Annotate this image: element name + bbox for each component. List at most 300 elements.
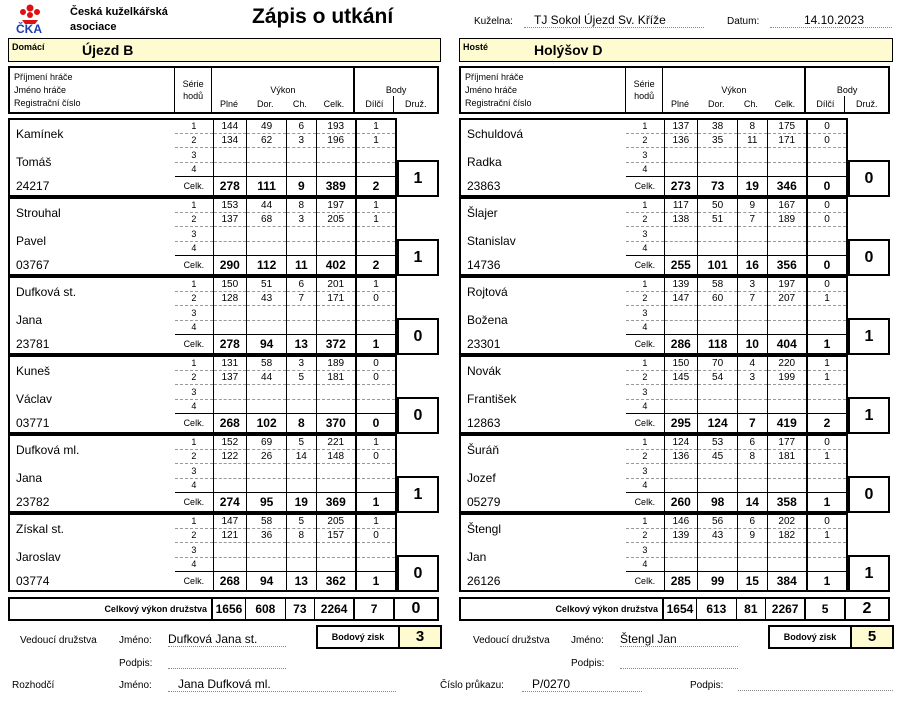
celk-label: Celk. bbox=[626, 492, 664, 512]
series-dilci[interactable]: 1 bbox=[356, 435, 396, 449]
series-value[interactable] bbox=[247, 226, 287, 241]
series-value[interactable]: 9 bbox=[738, 198, 767, 212]
series-dilci[interactable]: 1 bbox=[356, 514, 396, 528]
series-value[interactable]: 205 bbox=[316, 514, 356, 528]
series-value[interactable] bbox=[213, 162, 247, 176]
series-value[interactable]: 128 bbox=[213, 291, 247, 305]
series-value[interactable]: 7 bbox=[738, 212, 767, 226]
series-value[interactable] bbox=[213, 478, 247, 492]
series-value[interactable] bbox=[698, 320, 738, 334]
series-value[interactable]: 50 bbox=[698, 198, 738, 212]
series-dilci[interactable]: 0 bbox=[356, 291, 396, 305]
series-value[interactable] bbox=[698, 557, 738, 571]
series-value[interactable] bbox=[738, 399, 767, 413]
series-value[interactable]: 197 bbox=[767, 277, 807, 291]
series-value[interactable] bbox=[738, 147, 767, 162]
series-value[interactable]: 5 bbox=[287, 514, 316, 528]
series-value[interactable] bbox=[287, 241, 316, 255]
total-value: 389 bbox=[316, 176, 356, 196]
series-value[interactable]: 6 bbox=[738, 435, 767, 449]
guest-leader-name-label: Jméno: bbox=[571, 635, 604, 646]
series-number: 1 bbox=[626, 198, 664, 212]
series-dilci[interactable] bbox=[356, 320, 396, 334]
series-number: 2 bbox=[626, 291, 664, 305]
series-row bbox=[460, 226, 847, 241]
date-field[interactable]: 14.10.2023 bbox=[770, 13, 892, 28]
series-dilci[interactable] bbox=[807, 478, 847, 492]
series-value[interactable] bbox=[213, 147, 247, 162]
series-value[interactable] bbox=[213, 557, 247, 571]
player-total-row bbox=[460, 571, 847, 591]
guest-points-gain-label: Bodový zisk bbox=[768, 625, 852, 649]
series-dilci[interactable] bbox=[356, 241, 396, 255]
series-value[interactable] bbox=[738, 305, 767, 320]
player-surname: Schuldová bbox=[460, 119, 626, 147]
series-value[interactable]: 196 bbox=[316, 133, 356, 147]
series-value[interactable]: 14 bbox=[287, 449, 316, 463]
player-team-point: 0 bbox=[848, 160, 890, 197]
series-value[interactable] bbox=[698, 384, 738, 399]
series-value[interactable] bbox=[287, 542, 316, 557]
series-dilci[interactable] bbox=[356, 305, 396, 320]
series-value[interactable] bbox=[213, 320, 247, 334]
series-value[interactable]: 49 bbox=[247, 119, 287, 133]
series-dilci[interactable]: 1 bbox=[807, 528, 847, 542]
series-row bbox=[9, 542, 396, 557]
series-value[interactable] bbox=[287, 478, 316, 492]
series-value[interactable]: 51 bbox=[247, 277, 287, 291]
series-value[interactable] bbox=[767, 162, 807, 176]
series-value[interactable] bbox=[287, 226, 316, 241]
series-value[interactable] bbox=[664, 226, 698, 241]
series-value[interactable] bbox=[698, 147, 738, 162]
series-dilci[interactable] bbox=[807, 226, 847, 241]
total-dilci: 0 bbox=[807, 255, 847, 275]
series-value[interactable] bbox=[664, 241, 698, 255]
series-value[interactable]: 201 bbox=[316, 277, 356, 291]
series-value[interactable]: 181 bbox=[316, 370, 356, 384]
series-value[interactable]: 182 bbox=[767, 528, 807, 542]
series-value[interactable] bbox=[287, 384, 316, 399]
series-value[interactable]: 8 bbox=[287, 528, 316, 542]
series-value[interactable]: 221 bbox=[316, 435, 356, 449]
series-value[interactable]: 3 bbox=[287, 356, 316, 370]
series-value[interactable]: 137 bbox=[664, 119, 698, 133]
series-dilci[interactable] bbox=[356, 399, 396, 413]
series-value[interactable] bbox=[316, 557, 356, 571]
series-value[interactable]: 148 bbox=[316, 449, 356, 463]
series-dilci[interactable]: 1 bbox=[356, 133, 396, 147]
series-value[interactable]: 36 bbox=[247, 528, 287, 542]
series-value[interactable]: 68 bbox=[247, 212, 287, 226]
series-dilci[interactable] bbox=[356, 147, 396, 162]
total-value: 98 bbox=[698, 492, 738, 512]
series-value[interactable]: 193 bbox=[316, 119, 356, 133]
series-value[interactable] bbox=[247, 478, 287, 492]
series-value[interactable] bbox=[698, 399, 738, 413]
series-value[interactable]: 56 bbox=[698, 514, 738, 528]
series-value[interactable] bbox=[767, 557, 807, 571]
player-surname: Šuráň bbox=[460, 435, 626, 463]
series-value[interactable] bbox=[247, 399, 287, 413]
series-value[interactable]: 51 bbox=[698, 212, 738, 226]
series-value[interactable] bbox=[287, 399, 316, 413]
series-value[interactable] bbox=[738, 384, 767, 399]
series-value[interactable]: 11 bbox=[738, 133, 767, 147]
total-dilci: 2 bbox=[807, 413, 847, 433]
series-value[interactable] bbox=[316, 542, 356, 557]
series-value[interactable] bbox=[767, 147, 807, 162]
series-value[interactable]: 45 bbox=[698, 449, 738, 463]
series-value[interactable]: 207 bbox=[767, 291, 807, 305]
series-value[interactable]: 8 bbox=[287, 198, 316, 212]
series-value[interactable] bbox=[247, 463, 287, 478]
total-value: 278 bbox=[213, 176, 247, 196]
series-dilci[interactable] bbox=[807, 542, 847, 557]
series-value[interactable] bbox=[738, 463, 767, 478]
series-value[interactable] bbox=[767, 305, 807, 320]
series-dilci[interactable]: 0 bbox=[356, 449, 396, 463]
series-value[interactable] bbox=[738, 478, 767, 492]
series-value[interactable]: 4 bbox=[738, 356, 767, 370]
series-value[interactable]: 7 bbox=[287, 291, 316, 305]
player-total-row bbox=[9, 255, 396, 275]
series-value[interactable] bbox=[664, 384, 698, 399]
series-dilci[interactable]: 1 bbox=[356, 119, 396, 133]
series-value[interactable] bbox=[316, 162, 356, 176]
series-value[interactable] bbox=[664, 399, 698, 413]
series-value[interactable]: 54 bbox=[698, 370, 738, 384]
series-dilci[interactable]: 0 bbox=[807, 514, 847, 528]
series-value[interactable] bbox=[664, 463, 698, 478]
series-value[interactable]: 58 bbox=[247, 514, 287, 528]
series-value[interactable] bbox=[287, 463, 316, 478]
series-value[interactable]: 69 bbox=[247, 435, 287, 449]
series-value[interactable]: 3 bbox=[738, 277, 767, 291]
card-number[interactable]: P/0270 bbox=[522, 677, 642, 692]
home-signature-field[interactable] bbox=[168, 656, 286, 669]
series-value[interactable] bbox=[698, 241, 738, 255]
series-value[interactable]: 139 bbox=[664, 277, 698, 291]
total-value: 268 bbox=[213, 413, 247, 433]
series-number: 2 bbox=[175, 528, 213, 542]
series-value[interactable]: 70 bbox=[698, 356, 738, 370]
series-value[interactable] bbox=[767, 542, 807, 557]
series-value[interactable] bbox=[767, 320, 807, 334]
team-total-label: Celkový výkon družstva bbox=[9, 598, 212, 620]
player-reg: 23301 bbox=[460, 334, 626, 354]
series-value[interactable]: 124 bbox=[664, 435, 698, 449]
series-value[interactable]: 131 bbox=[213, 356, 247, 370]
series-value[interactable] bbox=[738, 557, 767, 571]
series-value[interactable]: 181 bbox=[767, 449, 807, 463]
series-value[interactable] bbox=[664, 320, 698, 334]
referee-signature-field[interactable] bbox=[738, 677, 893, 691]
series-value[interactable]: 8 bbox=[738, 449, 767, 463]
total-dilci: 2 bbox=[356, 255, 396, 275]
series-value[interactable]: 44 bbox=[247, 370, 287, 384]
association-name: Česká kuželkářská asociace bbox=[70, 6, 168, 33]
series-value[interactable]: 5 bbox=[287, 370, 316, 384]
series-value[interactable] bbox=[767, 463, 807, 478]
series-dilci[interactable] bbox=[807, 241, 847, 255]
series-value[interactable] bbox=[738, 226, 767, 241]
series-value[interactable] bbox=[767, 226, 807, 241]
series-value[interactable] bbox=[698, 226, 738, 241]
series-value[interactable] bbox=[247, 162, 287, 176]
series-dilci[interactable]: 1 bbox=[807, 356, 847, 370]
series-value[interactable] bbox=[738, 542, 767, 557]
series-value[interactable]: 175 bbox=[767, 119, 807, 133]
home-player-block bbox=[8, 434, 397, 513]
guest-player-block bbox=[459, 197, 848, 276]
series-row bbox=[9, 226, 396, 241]
home-leader-name[interactable]: Dufková Jana st. bbox=[168, 632, 286, 647]
series-value[interactable]: 171 bbox=[316, 291, 356, 305]
series-value[interactable]: 220 bbox=[767, 356, 807, 370]
series-dilci[interactable] bbox=[807, 557, 847, 571]
series-value[interactable]: 6 bbox=[738, 514, 767, 528]
home-table-grid bbox=[8, 66, 439, 114]
series-dilci[interactable]: 0 bbox=[807, 119, 847, 133]
series-value[interactable]: 3 bbox=[287, 212, 316, 226]
player-surname: Strouhal bbox=[9, 198, 175, 226]
series-value[interactable]: 153 bbox=[213, 198, 247, 212]
series-value[interactable]: 58 bbox=[698, 277, 738, 291]
series-value[interactable] bbox=[247, 305, 287, 320]
series-value[interactable]: 3 bbox=[738, 370, 767, 384]
series-dilci[interactable] bbox=[356, 478, 396, 492]
series-value[interactable] bbox=[213, 384, 247, 399]
series-value[interactable]: 6 bbox=[287, 119, 316, 133]
series-value[interactable]: 7 bbox=[738, 291, 767, 305]
series-value[interactable]: 60 bbox=[698, 291, 738, 305]
series-value[interactable]: 58 bbox=[247, 356, 287, 370]
series-value[interactable]: 43 bbox=[247, 291, 287, 305]
series-value[interactable]: 205 bbox=[316, 212, 356, 226]
series-value[interactable] bbox=[738, 320, 767, 334]
series-value[interactable]: 8 bbox=[738, 119, 767, 133]
series-value[interactable]: 138 bbox=[664, 212, 698, 226]
series-value[interactable]: 6 bbox=[287, 277, 316, 291]
series-dilci[interactable]: 1 bbox=[356, 212, 396, 226]
series-value[interactable] bbox=[698, 463, 738, 478]
series-value[interactable] bbox=[316, 384, 356, 399]
series-number: 2 bbox=[175, 291, 213, 305]
series-value[interactable]: 189 bbox=[316, 356, 356, 370]
series-value[interactable]: 152 bbox=[213, 435, 247, 449]
series-value[interactable]: 177 bbox=[767, 435, 807, 449]
series-value[interactable]: 157 bbox=[316, 528, 356, 542]
series-value[interactable] bbox=[738, 241, 767, 255]
series-value[interactable] bbox=[698, 478, 738, 492]
series-value[interactable]: 137 bbox=[213, 212, 247, 226]
series-value[interactable] bbox=[767, 241, 807, 255]
home-label: Domácí bbox=[12, 42, 45, 52]
series-value[interactable]: 136 bbox=[664, 133, 698, 147]
guest-player-block bbox=[459, 513, 848, 592]
series-value[interactable] bbox=[767, 399, 807, 413]
series-value[interactable]: 147 bbox=[213, 514, 247, 528]
series-value[interactable]: 136 bbox=[664, 449, 698, 463]
series-value[interactable]: 145 bbox=[664, 370, 698, 384]
series-dilci[interactable] bbox=[807, 320, 847, 334]
series-dilci[interactable]: 0 bbox=[356, 528, 396, 542]
series-dilci[interactable]: 0 bbox=[356, 370, 396, 384]
series-value[interactable] bbox=[247, 557, 287, 571]
series-value[interactable] bbox=[316, 320, 356, 334]
series-value[interactable] bbox=[664, 147, 698, 162]
series-value[interactable] bbox=[247, 147, 287, 162]
series-value[interactable] bbox=[247, 320, 287, 334]
player-surname: Kuneš bbox=[9, 356, 175, 384]
series-value[interactable] bbox=[287, 147, 316, 162]
series-value[interactable] bbox=[664, 305, 698, 320]
series-dilci[interactable]: 0 bbox=[807, 198, 847, 212]
series-value[interactable] bbox=[213, 542, 247, 557]
series-value[interactable] bbox=[247, 542, 287, 557]
series-dilci[interactable] bbox=[807, 147, 847, 162]
series-value[interactable] bbox=[316, 399, 356, 413]
series-dilci[interactable] bbox=[807, 399, 847, 413]
series-value[interactable]: 117 bbox=[664, 198, 698, 212]
series-value[interactable] bbox=[664, 162, 698, 176]
series-dilci[interactable] bbox=[807, 463, 847, 478]
referee-name[interactable]: Jana Dufková ml. bbox=[168, 677, 396, 692]
series-value[interactable] bbox=[213, 399, 247, 413]
series-value[interactable] bbox=[767, 478, 807, 492]
series-value[interactable] bbox=[316, 241, 356, 255]
player-reg: 23863 bbox=[460, 176, 626, 196]
series-value[interactable]: 53 bbox=[698, 435, 738, 449]
series-value[interactable]: 35 bbox=[698, 133, 738, 147]
series-value[interactable] bbox=[316, 305, 356, 320]
home-signature-label: Podpis: bbox=[119, 658, 153, 669]
celk-label: Celk. bbox=[175, 492, 213, 512]
series-value[interactable]: 121 bbox=[213, 528, 247, 542]
series-value[interactable]: 167 bbox=[767, 198, 807, 212]
series-number: 1 bbox=[626, 119, 664, 133]
series-value[interactable]: 38 bbox=[698, 119, 738, 133]
player-reg: 14736 bbox=[460, 255, 626, 275]
series-dilci[interactable] bbox=[807, 384, 847, 399]
series-number: 1 bbox=[626, 356, 664, 370]
series-value[interactable]: 146 bbox=[664, 514, 698, 528]
series-value[interactable] bbox=[287, 320, 316, 334]
series-dilci[interactable]: 0 bbox=[807, 212, 847, 226]
series-value[interactable]: 134 bbox=[213, 133, 247, 147]
series-value[interactable]: 122 bbox=[213, 449, 247, 463]
series-dilci[interactable]: 0 bbox=[807, 133, 847, 147]
team-total-dilci: 5 bbox=[805, 598, 845, 620]
series-value[interactable] bbox=[664, 557, 698, 571]
series-number: 1 bbox=[175, 277, 213, 291]
series-value[interactable]: 199 bbox=[767, 370, 807, 384]
series-value[interactable]: 144 bbox=[213, 119, 247, 133]
series-dilci[interactable] bbox=[356, 384, 396, 399]
series-value[interactable]: 189 bbox=[767, 212, 807, 226]
series-value[interactable]: 139 bbox=[664, 528, 698, 542]
series-value[interactable]: 5 bbox=[287, 435, 316, 449]
series-value[interactable] bbox=[316, 226, 356, 241]
series-dilci[interactable] bbox=[807, 162, 847, 176]
series-value[interactable] bbox=[316, 463, 356, 478]
series-dilci[interactable] bbox=[356, 226, 396, 241]
series-value[interactable] bbox=[247, 241, 287, 255]
series-value[interactable] bbox=[287, 162, 316, 176]
venue-field[interactable]: TJ Sokol Újezd Sv. Kříže bbox=[524, 13, 704, 28]
series-value[interactable]: 137 bbox=[213, 370, 247, 384]
series-number: 4 bbox=[175, 478, 213, 492]
series-dilci[interactable] bbox=[356, 463, 396, 478]
total-value: 419 bbox=[767, 413, 807, 433]
series-value[interactable]: 44 bbox=[247, 198, 287, 212]
series-number: 2 bbox=[175, 449, 213, 463]
celk-label: Celk. bbox=[175, 413, 213, 433]
series-dilci[interactable]: 0 bbox=[807, 435, 847, 449]
series-value[interactable]: 202 bbox=[767, 514, 807, 528]
series-value[interactable] bbox=[316, 147, 356, 162]
guest-signature-field[interactable] bbox=[620, 656, 738, 669]
series-value[interactable] bbox=[698, 162, 738, 176]
series-value[interactable]: 147 bbox=[664, 291, 698, 305]
series-number: 3 bbox=[175, 463, 213, 478]
venue-label: Kuželna: bbox=[474, 16, 513, 27]
series-value[interactable] bbox=[698, 305, 738, 320]
series-value[interactable]: 3 bbox=[287, 133, 316, 147]
series-dilci[interactable]: 1 bbox=[807, 291, 847, 305]
series-value[interactable]: 62 bbox=[247, 133, 287, 147]
series-value[interactable]: 171 bbox=[767, 133, 807, 147]
series-dilci[interactable] bbox=[356, 162, 396, 176]
series-value[interactable]: 150 bbox=[213, 277, 247, 291]
series-value[interactable] bbox=[213, 241, 247, 255]
series-value[interactable] bbox=[664, 478, 698, 492]
series-value[interactable] bbox=[213, 305, 247, 320]
series-value[interactable] bbox=[287, 305, 316, 320]
series-value[interactable] bbox=[698, 542, 738, 557]
series-value[interactable]: 9 bbox=[738, 528, 767, 542]
series-value[interactable]: 197 bbox=[316, 198, 356, 212]
series-dilci[interactable]: 0 bbox=[356, 356, 396, 370]
guest-team-total-row bbox=[459, 597, 890, 621]
series-value[interactable] bbox=[247, 384, 287, 399]
series-value[interactable] bbox=[738, 162, 767, 176]
series-value[interactable] bbox=[213, 226, 247, 241]
series-value[interactable] bbox=[316, 478, 356, 492]
series-value[interactable] bbox=[767, 384, 807, 399]
series-value[interactable] bbox=[287, 557, 316, 571]
series-dilci[interactable]: 1 bbox=[356, 277, 396, 291]
series-value[interactable]: 43 bbox=[698, 528, 738, 542]
total-value: 370 bbox=[316, 413, 356, 433]
series-dilci[interactable] bbox=[356, 557, 396, 571]
series-row bbox=[9, 119, 396, 133]
guest-leader-name[interactable]: Štengl Jan bbox=[620, 632, 738, 647]
series-dilci[interactable]: 0 bbox=[807, 277, 847, 291]
series-dilci[interactable]: 1 bbox=[807, 370, 847, 384]
series-dilci[interactable]: 1 bbox=[356, 198, 396, 212]
series-dilci[interactable] bbox=[807, 305, 847, 320]
series-value[interactable] bbox=[213, 463, 247, 478]
player-firstname: Jan bbox=[460, 542, 626, 571]
series-value[interactable]: 26 bbox=[247, 449, 287, 463]
series-value[interactable] bbox=[664, 542, 698, 557]
series-value[interactable]: 150 bbox=[664, 356, 698, 370]
series-dilci[interactable] bbox=[356, 542, 396, 557]
series-dilci[interactable]: 1 bbox=[807, 449, 847, 463]
series-number: 2 bbox=[175, 370, 213, 384]
